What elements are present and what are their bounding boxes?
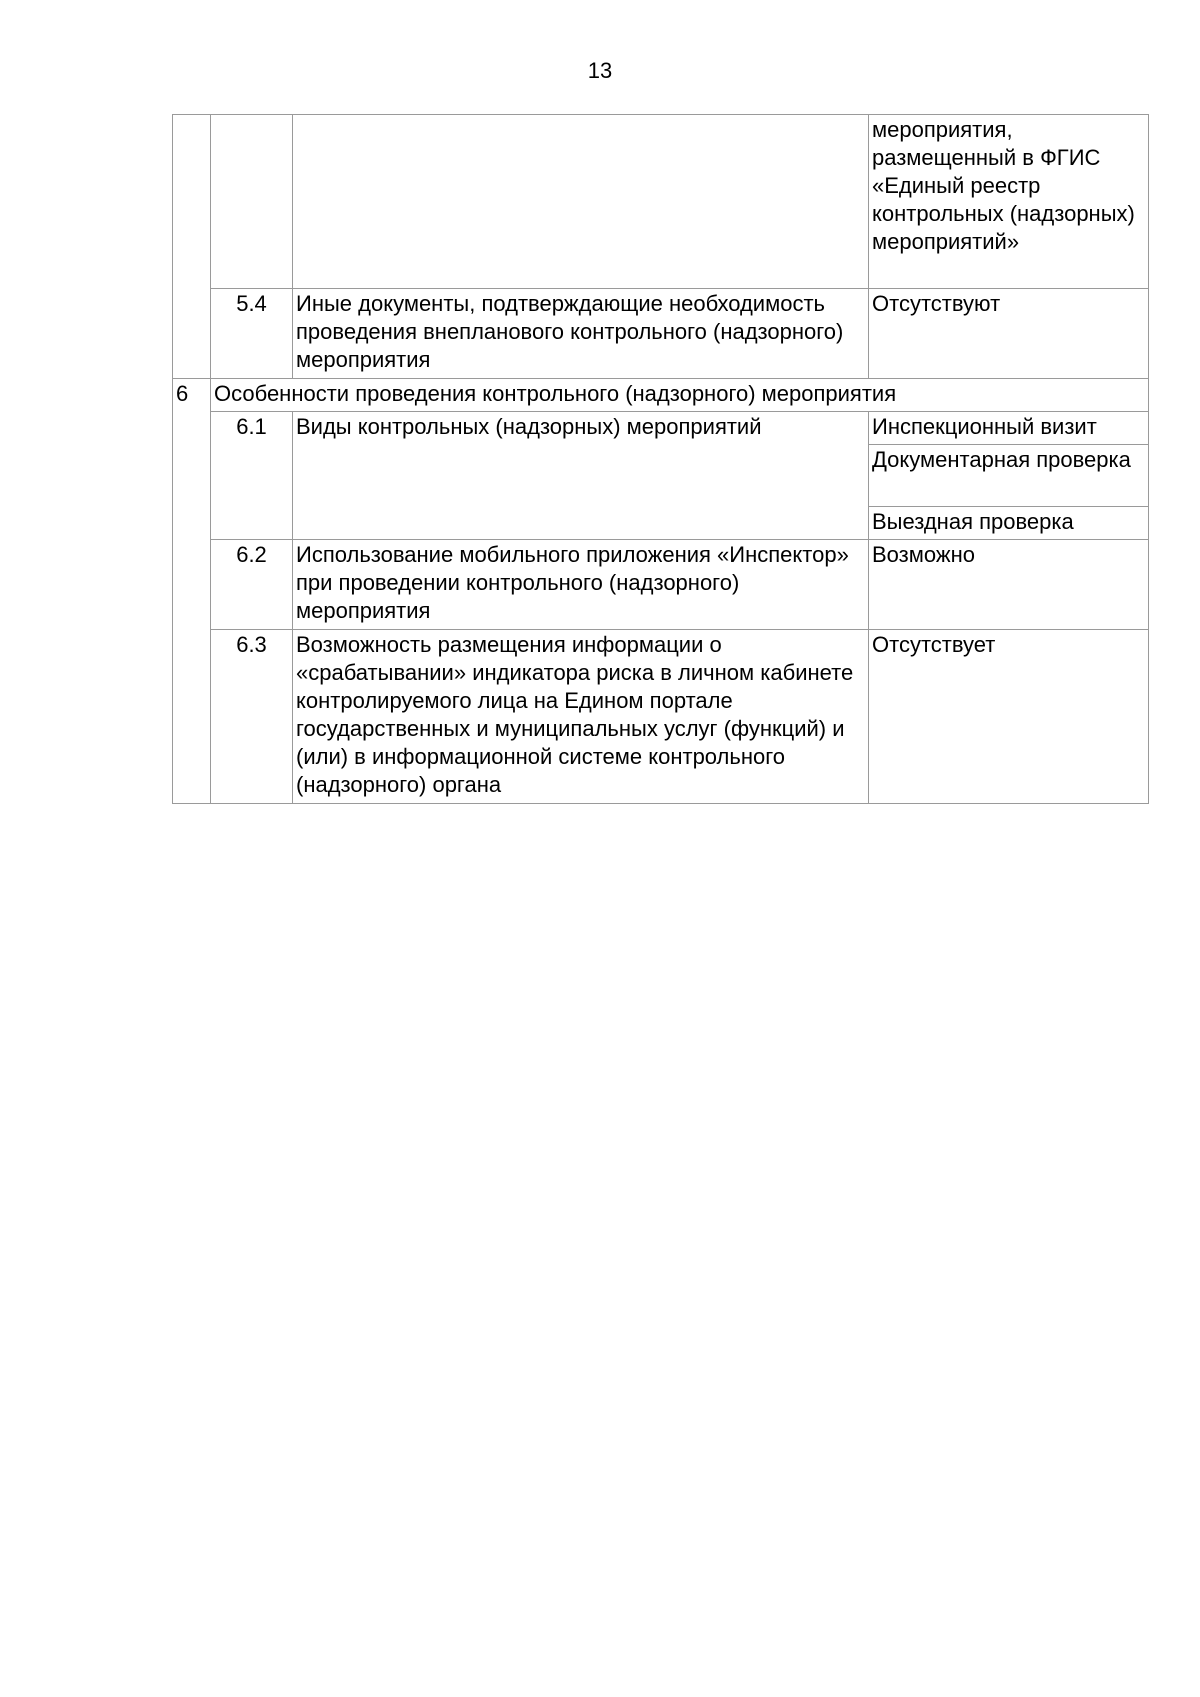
item-value: Документарная проверка [869,445,1149,507]
item-text: Использование мобильного приложения «Инспектор» при проведении контрольного (надзорного) мероприятия [293,540,869,630]
table-row-section-6 [173,379,1149,412]
item-text: Возможность размещения информации о «срабатывании» индикатора риска в личном кабинете контролируемого лица на Едином портале государственных и муниципальных услуг (функций) и (или) в информационной системе контрольного (надзорного) органа [293,630,869,804]
item-text-cell [293,115,869,289]
item-value: Инспекционный визит [869,412,1149,445]
table-row-continuation [173,115,1149,289]
item-number: 5.4 [211,289,293,379]
section-number-cell [173,445,211,507]
item-value: Отсутствует [869,630,1149,804]
section-number-cell [173,412,211,445]
section-number-cell [173,507,211,540]
section-number-cell [173,630,211,804]
table-row-5-4 [173,289,1149,379]
item-number-cell [211,115,293,289]
table-row-6-3 [173,630,1149,804]
table-row-6-1 [173,412,1149,445]
item-number: 6.3 [211,630,293,804]
item-number: 6.2 [211,540,293,630]
section-number-cell [173,115,211,289]
item-value: Отсутствуют [869,289,1149,379]
item-value: Выездная проверка [869,507,1149,540]
section-number-cell [173,289,211,379]
section-number: 6 [173,379,211,412]
item-number: 6.1 [211,412,293,540]
item-text: Иные документы, подтверждающие необходимость проведения внепланового контрольного (надзорного) мероприятия [293,289,869,379]
item-text: Виды контрольных (надзорных) мероприятий [293,412,869,540]
item-value: Возможно [869,540,1149,630]
section-title: Особенности проведения контрольного (надзорного) мероприятия [211,379,1149,412]
page-number: 13 [587,58,613,83]
item-value-cell: мероприятия, размещенный в ФГИС «Единый реестр контрольных (надзорных) мероприятий» [869,115,1149,289]
table-row-6-2 [173,540,1149,630]
document-table [172,114,1149,804]
section-number-cell [173,540,211,630]
